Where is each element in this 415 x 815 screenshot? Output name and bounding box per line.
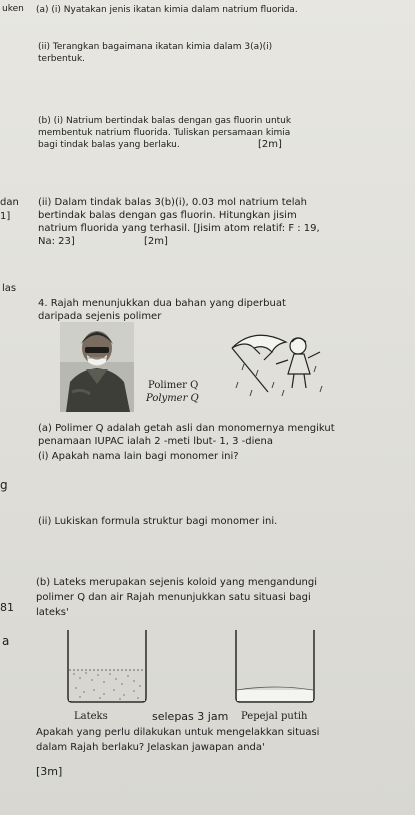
question-4a-i: (i) Apakah nama lain bagi monomer ini? xyxy=(38,451,239,462)
margin-fragment: a xyxy=(2,634,10,648)
question-4-intro-line1: 4. Rajah menunjukkan dua bahan yang diperbuat xyxy=(38,298,286,309)
beaker-diagram xyxy=(60,624,340,708)
marks-label: [2m] xyxy=(144,236,168,247)
question-3a-i: (a) (i) Nyatakan jenis ikatan kimia dalam natrium fluorida. xyxy=(36,5,298,15)
question-4b-line2: polimer Q dan air Rajah menunjukkan satu situasi bagi xyxy=(36,592,311,603)
margin-fragment: 81 xyxy=(0,601,14,614)
margin-fragment: uken xyxy=(2,4,24,14)
question-4c-line2: dalam Rajah berlaku? Jelaskan jawapan anda' xyxy=(36,742,265,753)
margin-fragment: g xyxy=(0,478,8,492)
question-3a-ii-line2: terbentuk. xyxy=(38,54,86,64)
question-3b-ii-line4: Na: 23] xyxy=(38,236,75,247)
photo-man-gas-mask xyxy=(60,322,134,412)
beaker-latex xyxy=(68,630,146,702)
question-3a-ii-line1: (ii) Terangkan bagaimana ikatan kimia dalam 3(a)(i) xyxy=(38,42,273,52)
marks-label: [2m] xyxy=(258,139,282,150)
beaker-white-solid xyxy=(236,630,314,702)
label-lateks: Lateks xyxy=(74,711,108,722)
question-3b-ii-line2: bertindak balas dengan gas fluorin. Hitungkan jisim xyxy=(38,210,297,221)
question-4c-line1: Apakah yang perlu dilakukan untuk mengelakkan situasi xyxy=(36,727,320,738)
label-polimer-q: Polimer Q xyxy=(148,380,199,391)
question-3b-i-line2: membentuk natrium fluorida. Tuliskan persamaan kimia xyxy=(38,128,291,138)
question-4b-line3: lateks' xyxy=(36,607,69,618)
question-4a-line2: penamaan IUPAC ialah 2 -meti lbut- 1, 3 -diena xyxy=(38,436,273,447)
margin-fragment: 1] xyxy=(0,211,11,222)
margin-fragment: las xyxy=(2,283,17,294)
drawing-girl-umbrella xyxy=(228,330,332,408)
question-3b-ii-line1: (ii) Dalam tindak balas 3(b)(i), 0.03 mol natrium telah xyxy=(38,197,308,208)
question-3b-ii-line3: natrium fluorida yang terhasil. [Jisim atom relatif: F : 19, xyxy=(38,223,320,234)
label-polymer-q: Polymer Q xyxy=(146,393,199,404)
margin-fragment: dan xyxy=(0,197,19,208)
question-4a-line1: (a) Polimer Q adalah getah asli dan monomernya mengikut xyxy=(38,423,335,434)
question-4b-line1: (b) Lateks merupakan sejenis koloid yang mengandungi xyxy=(36,577,318,588)
question-4-intro-line2: daripada sejenis polimer xyxy=(38,311,162,322)
question-4a-ii: (ii) Lukiskan formula struktur bagi monomer ini. xyxy=(38,516,278,527)
question-3b-i-line1: (b) (i) Natrium bertindak balas dengan gas fluorin untuk xyxy=(38,116,292,126)
label-after-3-hours: selepas 3 jam xyxy=(152,710,229,723)
question-3b-i-line3: bagi tindak balas yang berlaku. xyxy=(38,140,180,150)
label-pepejal-putih: Pepejal putih xyxy=(241,711,308,722)
marks-label: [3m] xyxy=(36,765,63,778)
